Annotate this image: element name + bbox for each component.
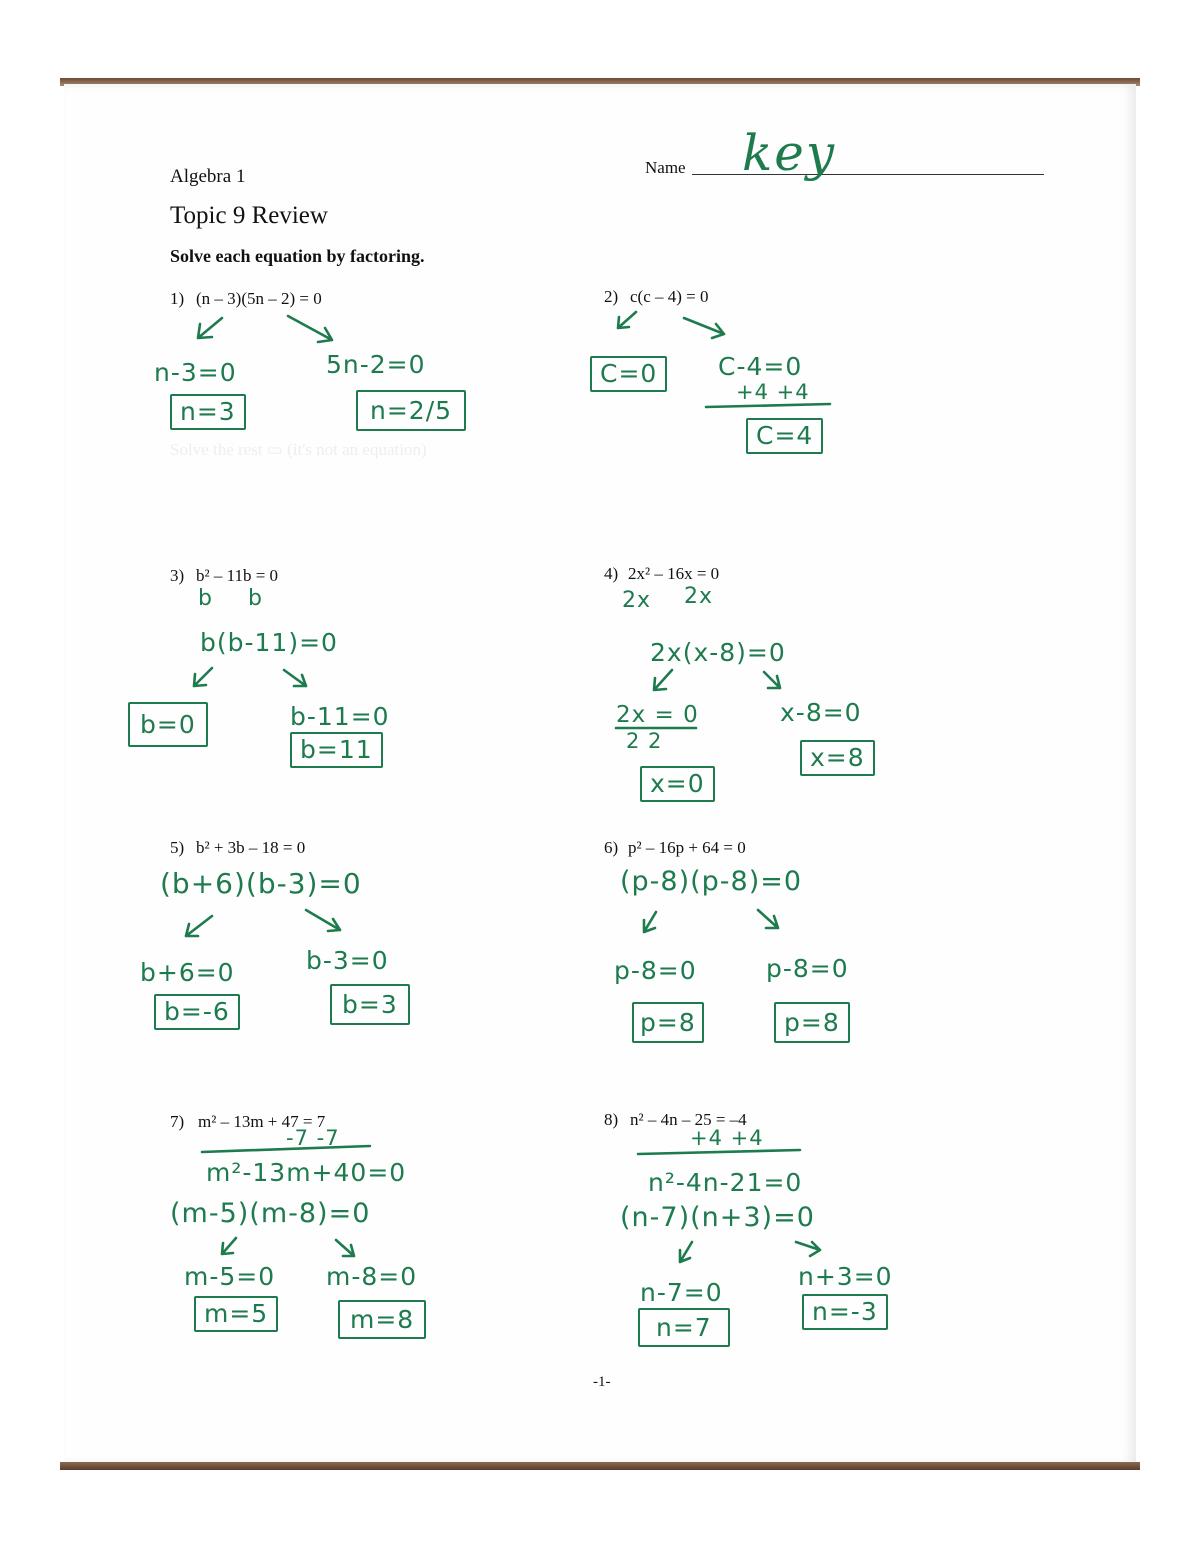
boxed-answer: p=8 — [632, 1002, 704, 1043]
problem-equation: n² – 4n – 25 = –4 — [630, 1110, 747, 1129]
problem-number: 4) — [604, 564, 619, 583]
work-step: n+3=0 — [798, 1262, 893, 1291]
factored-form: (p-8)(p-8)=0 — [620, 866, 803, 897]
problem-equation: m² – 13m + 47 = 7 — [198, 1112, 326, 1131]
work-step: C-4=0 — [718, 352, 803, 381]
problem-number: 3) — [170, 566, 185, 585]
boxed-answer: b=11 — [290, 732, 383, 768]
work-step: +4 +4 — [690, 1126, 764, 1150]
factored-form: (b+6)(b-3)=0 — [160, 867, 362, 900]
problem-equation: 2x² – 16x = 0 — [628, 564, 720, 583]
boxed-answer: b=-6 — [154, 994, 240, 1030]
work-step: x-8=0 — [780, 698, 862, 727]
work-step: 2 2 — [626, 729, 663, 753]
problem-equation: p² – 16p + 64 = 0 — [628, 838, 746, 857]
divisor: 2x — [684, 584, 714, 609]
boxed-answer: b=3 — [330, 984, 410, 1025]
boxed-answer: x=8 — [800, 740, 875, 776]
problem-equation: b² – 11b = 0 — [196, 566, 279, 585]
work-step: p-8=0 — [766, 954, 849, 983]
problem-number: 8) — [604, 1110, 619, 1129]
course-title: Algebra 1 — [170, 166, 246, 187]
boxed-answer: C=0 — [590, 356, 667, 392]
work-step: m-5=0 — [184, 1262, 276, 1291]
problem-number: 6) — [604, 838, 619, 857]
boxed-answer: b=0 — [128, 702, 208, 747]
problem-number: 7) — [170, 1112, 185, 1131]
work-step: b-3=0 — [306, 946, 389, 975]
boxed-answer: n=-3 — [802, 1294, 888, 1330]
factored-form: 2x(x-8)=0 — [650, 638, 786, 667]
boxed-answer: n=7 — [638, 1308, 730, 1347]
divisor: b — [198, 586, 213, 611]
factored-form: (n-7)(n+3)=0 — [620, 1202, 815, 1233]
boxed-answer: x=0 — [640, 766, 715, 802]
simplified-equation: n²-4n-21=0 — [648, 1168, 803, 1197]
factored-form: b(b-11)=0 — [200, 628, 338, 657]
factored-form: (m-5)(m-8)=0 — [170, 1198, 371, 1229]
work-step: n-3=0 — [154, 358, 237, 387]
problem-number: 1) — [170, 289, 185, 308]
problem-equation: (n – 3)(5n – 2) = 0 — [196, 289, 322, 308]
bleed-through: Solve the rest ▭ (it's not an equation) — [170, 440, 427, 459]
name-label: Name — [645, 158, 686, 177]
work-step: 2x = 0 — [616, 702, 699, 728]
work-step: p-8=0 — [614, 956, 697, 985]
work-step: b+6=0 — [140, 958, 235, 987]
boxed-answer: m=8 — [338, 1300, 426, 1339]
boxed-answer: p=8 — [774, 1002, 850, 1043]
problem-equation: b² + 3b – 18 = 0 — [196, 838, 306, 857]
simplified-equation: m²-13m+40=0 — [206, 1158, 407, 1187]
divisor: 2x — [622, 588, 652, 613]
problem-number: 2) — [604, 287, 619, 306]
name-value: key — [742, 124, 837, 182]
work-step: -7 -7 — [286, 1126, 340, 1150]
problem-equation: c(c – 4) = 0 — [630, 287, 709, 306]
page-title: Topic 9 Review — [170, 202, 328, 229]
boxed-answer: n=2/5 — [356, 390, 466, 431]
work-step: +4 +4 — [736, 380, 810, 404]
work-step: n-7=0 — [640, 1278, 723, 1307]
work-step: m-8=0 — [326, 1262, 418, 1291]
divisor: b — [248, 586, 263, 611]
boxed-answer: n=3 — [170, 394, 246, 430]
problem-number: 5) — [170, 838, 185, 857]
instructions: Solve each equation by factoring. — [170, 246, 425, 266]
page-number: -1- — [593, 1374, 611, 1390]
boxed-answer: C=4 — [746, 418, 823, 454]
work-step: b-11=0 — [290, 702, 390, 731]
work-step: 5n-2=0 — [326, 350, 426, 379]
boxed-answer: m=5 — [194, 1296, 278, 1332]
